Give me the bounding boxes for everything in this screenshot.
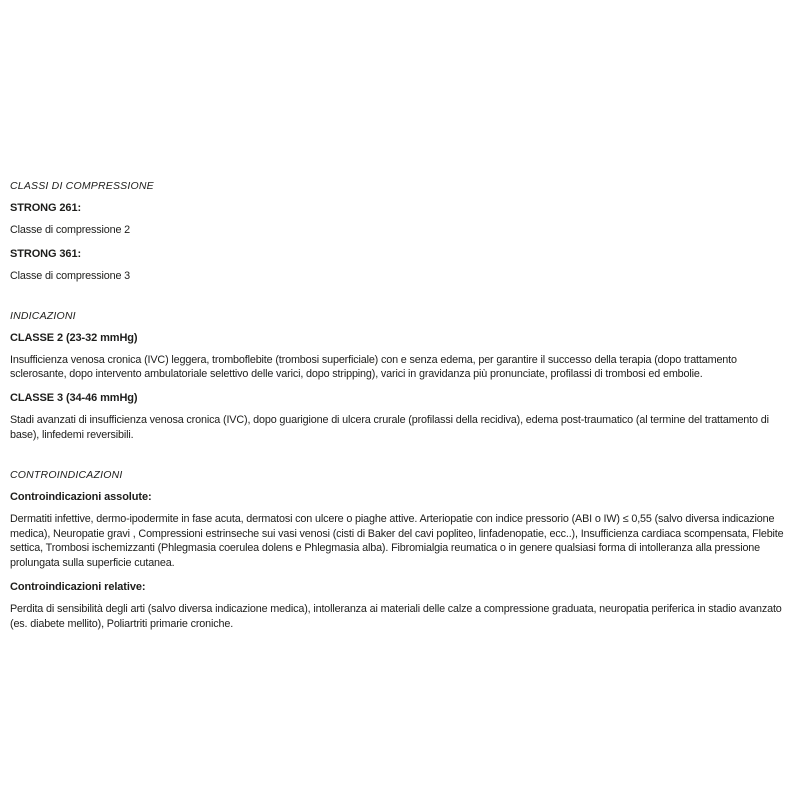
section-compression-classes — [10, 180, 792, 284]
entry-title-relative-contraindications: Controindicazioni relative: — [10, 580, 146, 593]
entry-body-class-2: Insufficienza venosa cronica (IVC) leggera, tromboflebite (trombosi superficiale) con e senza edema, per garantire il successo della terapia (dopo trattamento sclerosante, dopo intervento ambulatoriale selettivo delle varici, dopo stripping), varici in gravidanza più pronunciate, profilassi di trombosi ed embolie. — [10, 353, 737, 381]
section-heading: CLASSI DI COMPRESSIONE — [10, 180, 154, 192]
product-info-document — [10, 180, 792, 658]
entry-title-strong-361: STRONG 361: — [10, 247, 82, 260]
entry-title-absolute-contraindications: Controindicazioni assolute: — [10, 490, 152, 503]
entry-title-class-2: CLASSE 2 (23-32 mmHg) — [10, 331, 138, 344]
entry-body-relative-contraindications: Perdita di sensibilità degli arti (salvo diversa indicazione medica), intolleranza ai materiali delle calze a compressione graduata, neuropatia periferica in stadio avanzato (es. diabete mellito), Poliartriti primarie croniche. — [10, 602, 782, 630]
entry-title-class-3: CLASSE 3 (34-46 mmHg) — [10, 392, 138, 405]
entry-title-strong-261: STRONG 261: — [10, 202, 82, 214]
entry-body-absolute-contraindications: Dermatiti infettive, dermo-ipodermite in fase acuta, dermatosi con ulcere o piaghe attive. Arteriopatie con indice pressorio (ABI o IW) ≤ 0,55 (salvo diversa indicazione medica), Neuropatie gravi , Compressioni estrinseche sui vasi venosi (cisti di Baker del cavi popliteo, linfadenopatie, ecc..), Insufficienza cardiaca scompensata, Flebite settica, Trombosi ischemizzanti (Phlegmasia coerulea dolens e Phlegmasia alba). Fibromialgia reumatica o in genere qualsiasi forma di intolleranza alla pressione prolungata sulla superficie cutanea. — [10, 512, 784, 570]
section-indications — [10, 310, 792, 443]
entry-body-strong-361: Classe di compressione 3 — [10, 269, 131, 282]
entry-body-strong-261: Classe di compressione 2 — [10, 224, 131, 236]
section-heading: CONTROINDICAZIONI — [10, 468, 123, 481]
section-heading: INDICAZIONI — [10, 309, 76, 322]
section-contraindications — [10, 469, 792, 632]
entry-body-class-3: Stadi avanzati di insufficienza venosa cronica (IVC), dopo guarigione di ulcera crurale (profilassi della recidiva), edema post-traumatico (al termine del trattamento di base), linfedemi reversibili. — [10, 414, 769, 441]
